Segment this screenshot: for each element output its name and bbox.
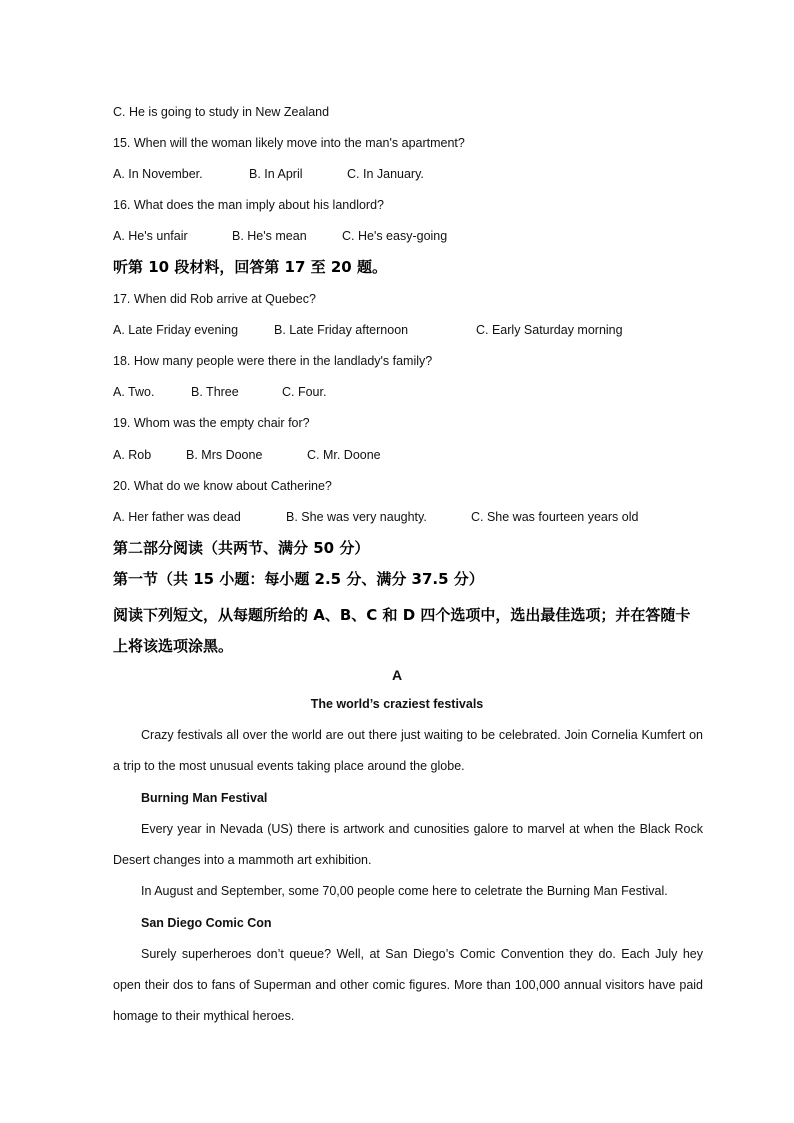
- q14-option-c: C. He is going to study in New Zealand: [113, 105, 330, 119]
- passage-letter: A: [391, 667, 403, 683]
- q20-option-b: B. She was very naughty.: [286, 510, 427, 524]
- section1-heading: 第一节（共 15 小题：每小题 2.5 分、满分 37.5 分）: [113, 570, 484, 588]
- reading-instruction: 阅读下列短文，从每题所给的 A、B、C 和 D 四个选项中，选出最佳选项；并在答随卡上将该选项涂黑。: [113, 606, 691, 655]
- burning-man-paragraph-2: In August and September, some 70,00 people come here to celetrate the Burning Man Festival.: [141, 884, 668, 898]
- q16-question: 16. What does the man imply about his landlord?: [113, 198, 384, 212]
- q17-option-a: A. Late Friday evening: [113, 323, 239, 337]
- q18-option-b: B. Three: [191, 385, 239, 399]
- q20-option-c: C. She was fourteen years old: [471, 510, 639, 524]
- q18-option-a: A. Two.: [113, 385, 155, 399]
- q15-option-c: C. In January.: [347, 167, 424, 181]
- q18-option-c: C. Four.: [282, 385, 327, 399]
- q20-question: 20. What do we know about Catherine?: [113, 479, 332, 493]
- q15-question: 15. When will the woman likely move into the man's apartment?: [113, 136, 465, 150]
- passage-title: The world’s craziest festivals: [310, 697, 484, 711]
- passage-intro: Crazy festivals all over the world are out there just waiting to be celebrated. Join Cornelia Kumfert on a trip to the most unusual events taking place around the globe.: [113, 728, 703, 773]
- section-heading-burning-man: Burning Man Festival: [141, 791, 268, 805]
- part2-heading: 第二部分阅读（共两节、满分 50 分）: [113, 539, 370, 557]
- burning-man-paragraph-1: Every year in Nevada (US) there is artwork and cunosities galore to marvel at when the Black Rock Desert changes into a mammoth art exhibition.: [113, 822, 703, 867]
- q19-option-a: A. Rob: [113, 448, 152, 462]
- q15-option-a: A. In November.: [113, 167, 203, 181]
- q16-option-b: B. He's mean: [232, 229, 307, 243]
- q19-question: 19. Whom was the empty chair for?: [113, 416, 310, 430]
- section-heading-comic-con: San Diego Comic Con: [141, 916, 272, 930]
- q15-option-b: B. In April: [249, 167, 303, 181]
- q18-question: 18. How many people were there in the landlady's family?: [113, 354, 433, 368]
- q17-option-c: C. Early Saturday morning: [476, 323, 623, 337]
- section-instruction: 听第 10 段材料，回答第 17 至 20 题。: [113, 258, 387, 276]
- q19-option-c: C. Mr. Doone: [307, 448, 381, 462]
- q16-option-a: A. He's unfair: [113, 229, 188, 243]
- q16-option-c: C. He's easy-going: [342, 229, 448, 243]
- q17-question: 17. When did Rob arrive at Quebec?: [113, 292, 316, 306]
- q17-option-b: B. Late Friday afternoon: [274, 323, 409, 337]
- q19-option-b: B. Mrs Doone: [186, 448, 263, 462]
- comic-con-paragraph-1: Surely superheroes don’t queue? Well, at San Diego’s Comic Convention they do. Each July hey open their dos to fans of Superman and other comic figures. More than 100,000 annual visitors have paid homage to their mythical heroes.: [113, 947, 703, 1023]
- q20-option-a: A. Her father was dead: [113, 510, 241, 524]
